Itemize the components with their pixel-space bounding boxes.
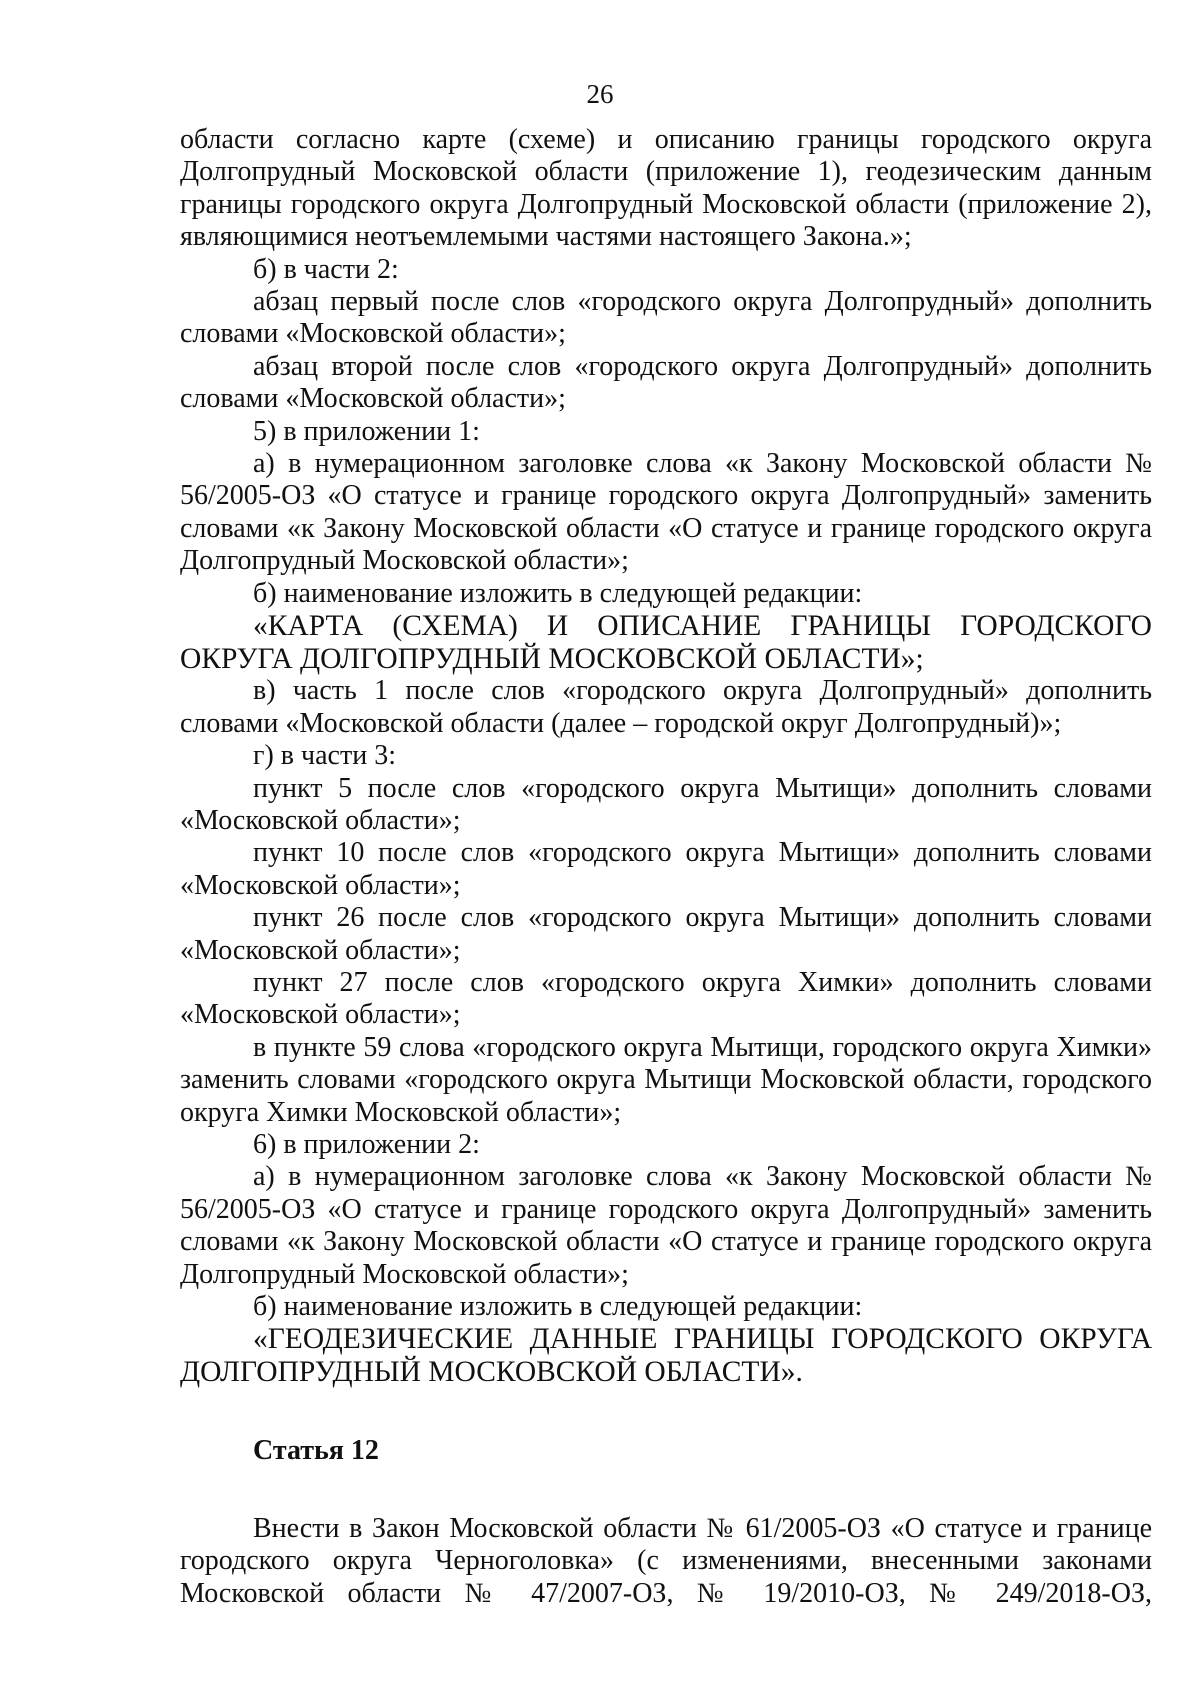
- paragraph: а) в нумерационном заголовке слова «к Закону Московской области № 56/2005-ОЗ «О статусе и границе городского округа Долгопрудный» заменить словами «к Закону Московской области «О статусе и границе городского округа Долгопрудный Московской области»;: [180, 1161, 1152, 1290]
- paragraph: а) в нумерационном заголовке слова «к Закону Московской области № 56/2005-ОЗ «О статусе и границе городского округа Долгопрудный» заменить словами «к Закону Московской области «О статусе и границе городского округа Долгопрудный Московской области»;: [180, 448, 1152, 577]
- paragraph: пункт 10 после слов «городского округа Мытищи» дополнить словами «Московской области»;: [180, 837, 1152, 901]
- spacer: [180, 1389, 1152, 1435]
- paragraph: в пункте 59 слова «городского округа Мытищи, городского округа Химки» заменить словами «городского округа Мытищи Московской области, городского округа Химки Московской области»;: [180, 1031, 1152, 1128]
- spacer: [180, 1467, 1152, 1513]
- paragraph: б) в части 2:: [253, 253, 399, 285]
- paragraph: пункт 26 после слов «городского округа Мытищи» дополнить словами «Московской области»;: [180, 902, 1152, 966]
- paragraph: пункт 27 после слов «городского округа Химки» дополнить словами «Московской области»;: [180, 966, 1152, 1031]
- paragraph: 5) в приложении 1:: [253, 415, 480, 447]
- paragraph: пункт 5 после слов «городского округа Мытищи» дополнить словами «Московской области»;: [180, 772, 1152, 836]
- document-body: [180, 124, 1152, 1610]
- paragraph: в) часть 1 после слов «городского округа Долгопрудный» дополнить словами «Московской области (далее – городской округ Долгопрудный)»;: [180, 675, 1152, 739]
- paragraph: «КАРТА (СХЕМА) И ОПИСАНИЕ ГРАНИЦЫ ГОРОДСКОГО ОКРУГА ДОЛГОПРУДНЫЙ МОСКОВСКОЙ ОБЛАСТИ»;: [180, 610, 1152, 675]
- paragraph: области согласно карте (схеме) и описанию границы городского округа Долгопрудный Московской области (приложение 1), геодезическим данным границы городского округа Долгопрудный Московской области (приложение 2), являющимися неотъемлемыми частями настоящего Закона.»;: [180, 124, 1152, 253]
- paragraph: б) наименование изложить в следующей редакции:: [253, 577, 863, 609]
- page-number: 26: [586, 79, 614, 109]
- paragraph: 6) в приложении 2:: [253, 1128, 480, 1160]
- paragraphs-before-article: [180, 124, 1152, 1389]
- paragraph: «ГЕОДЕЗИЧЕСКИЕ ДАННЫЕ ГРАНИЦЫ ГОРОДСКОГО ОКРУГА ДОЛГОПРУДНЫЙ МОСКОВСКОЙ ОБЛАСТИ».: [180, 1323, 1152, 1388]
- paragraph: б) наименование изложить в следующей редакции:: [253, 1291, 863, 1322]
- paragraph: абзац первый после слов «городского округа Долгопрудный» дополнить словами «Московской области»;: [180, 286, 1152, 350]
- paragraphs-after-article: [180, 1513, 1152, 1610]
- article-heading: Статья 12: [253, 1434, 379, 1466]
- paragraph: Внести в Закон Московской области № 61/2005-ОЗ «О статусе и границе городского округа Черноголовка» (с изменениями, внесенными законами Московской области № 47/2007-ОЗ, № 19/2010-ОЗ, № 249/2018-ОЗ,: [180, 1513, 1152, 1609]
- paragraph: г) в части 3:: [253, 740, 396, 772]
- paragraph: абзац второй после слов «городского округа Долгопрудный» дополнить словами «Московской области»;: [180, 350, 1152, 415]
